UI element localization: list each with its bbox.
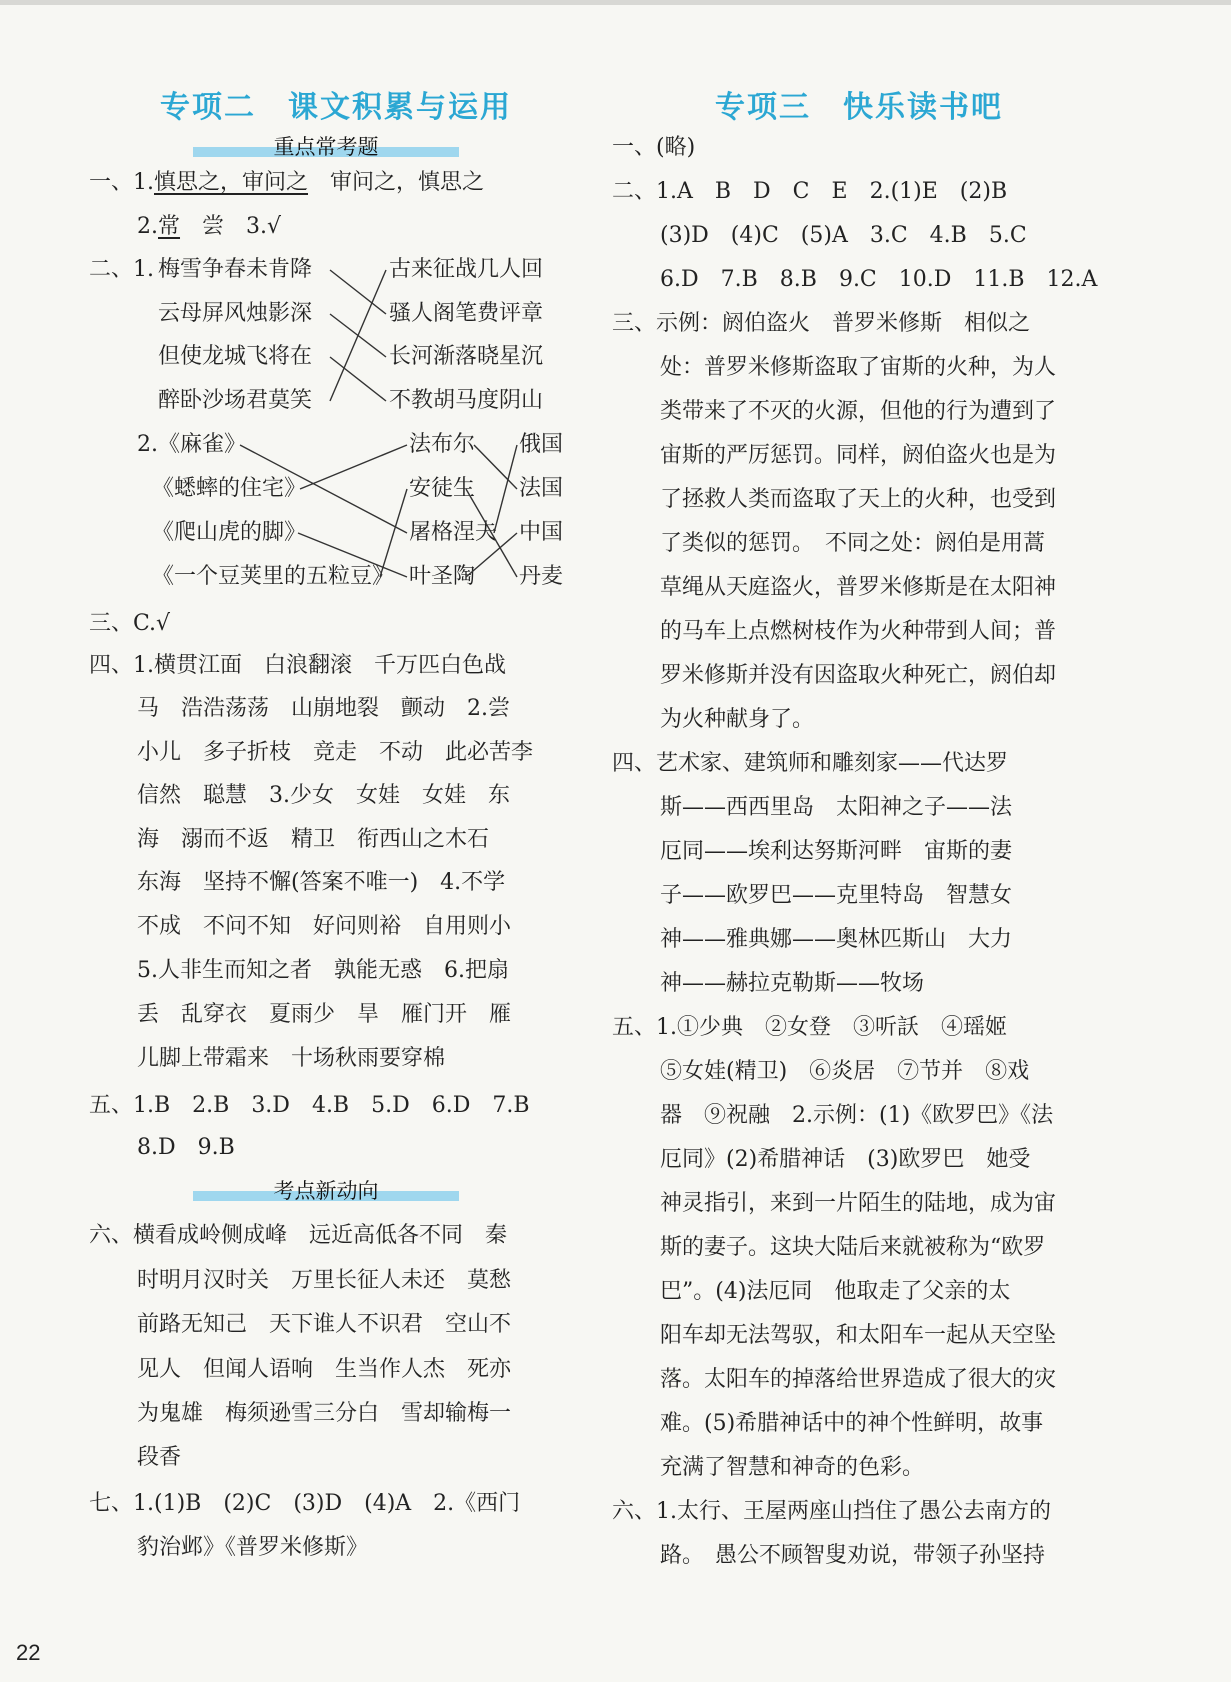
answer-line: 路。 愚公不顾智叟劝说，带领子孙坚持 <box>660 1543 1046 1568</box>
top-border <box>0 0 1231 5</box>
answer-line: 丢 乱穿衣 夏雨少 旱 雁门开 雁 <box>137 1002 512 1027</box>
match1-left-item: 梅雪争春未肯降 <box>158 257 313 282</box>
match2-book: 《蟋蟀的住宅》 <box>152 476 307 501</box>
answer-line: 为火种献身了。 <box>660 707 815 732</box>
answer-line: (3)D (4)C (5)A 3.C 4.B 5.C <box>660 223 1027 248</box>
match-line <box>474 445 517 489</box>
answer-line: 斯的妻子。这块大陆后来就被称为“欧罗 <box>660 1235 1046 1260</box>
answer-line: ⑤女娃(精卫) ⑥炎居 ⑦节并 ⑧戏 <box>660 1059 1030 1084</box>
answer-line: 一、(略) <box>612 135 696 160</box>
answer-line: 了拯救人类而盗取了天上的火种，也受到 <box>660 487 1057 512</box>
answer-line: 类带来了不灭的火源，但他的行为遭到了 <box>660 399 1057 424</box>
match1-right-item: 古来征战几人回 <box>389 257 544 282</box>
match1-right-item: 不教胡马度阴山 <box>389 388 544 413</box>
answer-line: 阳车却无法驾驭，和太阳车一起从天空坠 <box>660 1323 1057 1348</box>
answer-line: 神——雅典娜——奥林匹斯山 大力 <box>660 927 1013 952</box>
answer-line: 六、横看成岭侧成峰 远近高低各不同 秦 <box>89 1223 508 1248</box>
underlined-answer: 慎思之，审问之 <box>154 170 309 195</box>
answer-line: 斯——西西里岛 太阳神之子——法 <box>660 795 1013 820</box>
match1-left-item: 醉卧沙场君莫笑 <box>158 388 313 413</box>
answer-line: 东海 坚持不懈(答案不唯一) 4.不学 <box>137 870 506 895</box>
match-line <box>300 445 407 489</box>
answer-line: 了类似的惩罚。 不同之处：阏伯是用蒿 <box>660 531 1046 556</box>
answer-line: 8.D 9.B <box>137 1135 235 1160</box>
match2-book: 《爬山虎的脚》 <box>152 520 307 545</box>
answer-line: 见人 但闻人语响 生当作人杰 死亦 <box>137 1357 512 1382</box>
answer-line: 七、1.(1)B (2)C (3)D (4)A 2.《西门 <box>89 1491 521 1516</box>
answer-line: 段香 <box>137 1445 182 1470</box>
answer-line: 6.D 7.B 8.B 9.C 10.D 11.B 12.A <box>660 267 1098 292</box>
page-number: 22 <box>16 1640 41 1665</box>
match2-author: 屠格涅夫 <box>409 520 498 545</box>
answer-line: 宙斯的严厉惩罚。同样，阏伯盗火也是为 <box>660 443 1057 468</box>
match-line <box>330 357 386 401</box>
subheading-new-trends: 考点新动向 <box>193 1177 459 1207</box>
match2-country: 丹麦 <box>519 564 564 589</box>
match1-left-item: 云母屏风烛影深 <box>158 301 313 326</box>
answer-line: 处：普罗米修斯盗取了宙斯的火种，为人 <box>660 355 1057 380</box>
answer-line: 子——欧罗巴——克里特岛 智慧女 <box>660 883 1013 908</box>
answer-line: 厄同》(2)希腊神话 (3)欧罗巴 她受 <box>660 1147 1031 1172</box>
match2-author: 法布尔 <box>409 432 476 457</box>
answer-line: 前路无知己 天下谁人不识君 空山不 <box>137 1312 512 1337</box>
match2-author: 安徒生 <box>409 476 476 501</box>
answer-line: 神——赫拉克勒斯——牧场 <box>660 971 925 996</box>
answer-text: 审问之，慎思之 <box>308 170 485 195</box>
answer-text: 尝 3.√ <box>180 214 282 239</box>
answer-line: 小儿 多子折枝 竞走 不动 此必苦李 <box>137 740 534 765</box>
left-section-title: 专项二 课文积累与运用 <box>160 90 512 125</box>
answer-line: 巴”。(4)法厄同 他取走了父亲的太 <box>660 1279 1011 1304</box>
answer-line: 罗米修斯并没有因盗取火种死亡，阏伯却 <box>660 663 1057 688</box>
answer-line: 难。(5)希腊神话中的神个性鲜明，故事 <box>660 1411 1044 1436</box>
answer-line: 的马车上点燃树枝作为火种带到人间；普 <box>660 619 1057 644</box>
match2-country: 俄国 <box>519 432 564 457</box>
answer-line <box>89 168 484 198</box>
answer-line: 马 浩浩荡荡 山崩地裂 颤动 2.尝 <box>137 696 510 721</box>
match-line <box>330 314 386 357</box>
underlined-answer: 常 <box>158 214 181 239</box>
match1-right-item: 长河渐落晓星沉 <box>389 344 544 369</box>
match1-left-item: 但使龙城飞将在 <box>158 344 313 369</box>
answer-line: 二、1.A B D C E 2.(1)E (2)B <box>612 179 1008 204</box>
answer-line: 六、1.太行、王屋两座山挡住了愚公去南方的 <box>612 1499 1051 1524</box>
answer-line: 不成 不问不知 好问则裕 自用则小 <box>137 914 512 939</box>
answer-line: 充满了智慧和神奇的色彩。 <box>660 1455 925 1480</box>
answer-line: 海 溺而不返 精卫 衔西山之木石 <box>137 827 490 852</box>
answer-line: 时明月汉时关 万里长征人未还 莫愁 <box>137 1268 512 1293</box>
match-line <box>494 445 517 533</box>
match1-right-item: 骚人阁笔费评章 <box>389 301 544 326</box>
answer-line: 儿脚上带霜来 十场秋雨要穿棉 <box>137 1046 446 1071</box>
match2-book: 《麻雀》 <box>158 432 247 457</box>
answer-line: 三、示例：阏伯盗火 普罗米修斯 相似之 <box>612 311 1031 336</box>
answer-line: 五、1.①少典 ②女登 ③听訞 ④瑶姬 <box>612 1015 1007 1040</box>
match-line <box>330 270 386 314</box>
subheading-key-questions: 重点常考题 <box>193 133 459 163</box>
match2-author: 叶圣陶 <box>409 564 476 589</box>
answer-line: 四、1.横贯江面 白浪翻滚 千万匹白色战 <box>89 653 506 678</box>
line-label: 一、1. <box>89 170 154 195</box>
answer-line: 信然 聪慧 3.少女 女娃 女娃 东 <box>137 783 510 808</box>
match2-country: 中国 <box>519 520 564 545</box>
answer-line: 5.人非生而知之者 孰能无惑 6.把扇 <box>137 958 509 983</box>
answer-line: 三、C.√ <box>89 611 171 636</box>
answer-line: 神灵指引，来到一片陌生的陆地，成为宙 <box>660 1191 1057 1216</box>
answer-line: 五、1.B 2.B 3.D 4.B 5.D 6.D 7.B <box>89 1093 530 1118</box>
answer-line <box>137 212 281 242</box>
answer-line: 草绳从天庭盗火，普罗米修斯是在太阳神 <box>660 575 1057 600</box>
answer-line: 厄同——埃利达努斯河畔 宙斯的妻 <box>660 839 1013 864</box>
match2-book: 《一个豆荚里的五粒豆》 <box>152 564 395 589</box>
right-section-title: 专项三 快乐读书吧 <box>715 90 1003 125</box>
line-label: 2. <box>137 214 158 239</box>
answer-line: 四、艺术家、建筑师和雕刻家——代达罗 <box>612 751 1009 776</box>
match-line <box>330 270 386 401</box>
match1-prefix: 二、1. <box>89 257 154 282</box>
answer-line: 为鬼雄 梅须逊雪三分白 雪却输梅一 <box>137 1401 512 1426</box>
answer-line: 落。太阳车的掉落给世界造成了很大的灾 <box>660 1367 1057 1392</box>
answer-line: 器 ⑨祝融 2.示例：(1)《欧罗巴》《法 <box>660 1103 1054 1128</box>
answer-line: 豹治邺》《普罗米修斯》 <box>137 1535 369 1560</box>
match2-country: 法国 <box>519 476 564 501</box>
match2-prefix: 2. <box>137 432 158 457</box>
